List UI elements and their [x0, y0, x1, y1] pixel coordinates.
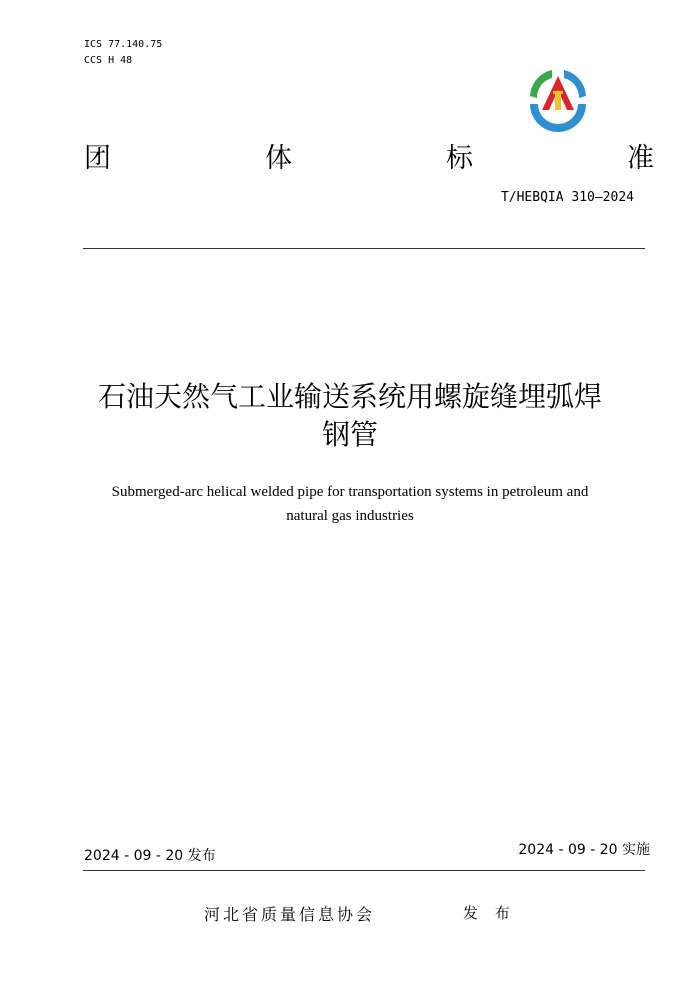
chinese-title-line: 钢管	[321, 418, 378, 451]
doc-type-char: 准	[627, 143, 654, 174]
top-divider	[83, 248, 645, 249]
document-type-heading	[84, 136, 654, 172]
doc-type-char: 体	[265, 143, 292, 174]
english-title-line: natural gas industries	[286, 508, 414, 524]
publish-label: 发 布	[463, 904, 516, 922]
standard-number: T/HEBQIA 310—2024	[500, 190, 634, 205]
issue-date: 2024 - 09 - 20 发布	[84, 848, 216, 864]
bottom-divider	[83, 870, 645, 871]
chinese-title-line: 石油天然气工业输送系统用螺旋缝埋弧焊	[97, 380, 602, 413]
english-title-line: Submerged-arc helical welded pipe for transportation systems in petroleum and	[111, 484, 589, 500]
publisher-name: 河北省质量信息协会	[204, 905, 376, 924]
ics-code: ICS 77.140.75	[84, 39, 163, 50]
association-logo-icon	[522, 66, 594, 132]
ccs-code: CCS H 48	[84, 55, 133, 66]
english-title	[60, 480, 640, 528]
implementation-date: 2024 - 09 - 20 实施	[518, 842, 650, 858]
chinese-title	[50, 378, 650, 454]
classification-codes	[84, 37, 162, 69]
doc-type-char: 标	[446, 143, 473, 174]
doc-type-char: 团	[84, 143, 111, 174]
